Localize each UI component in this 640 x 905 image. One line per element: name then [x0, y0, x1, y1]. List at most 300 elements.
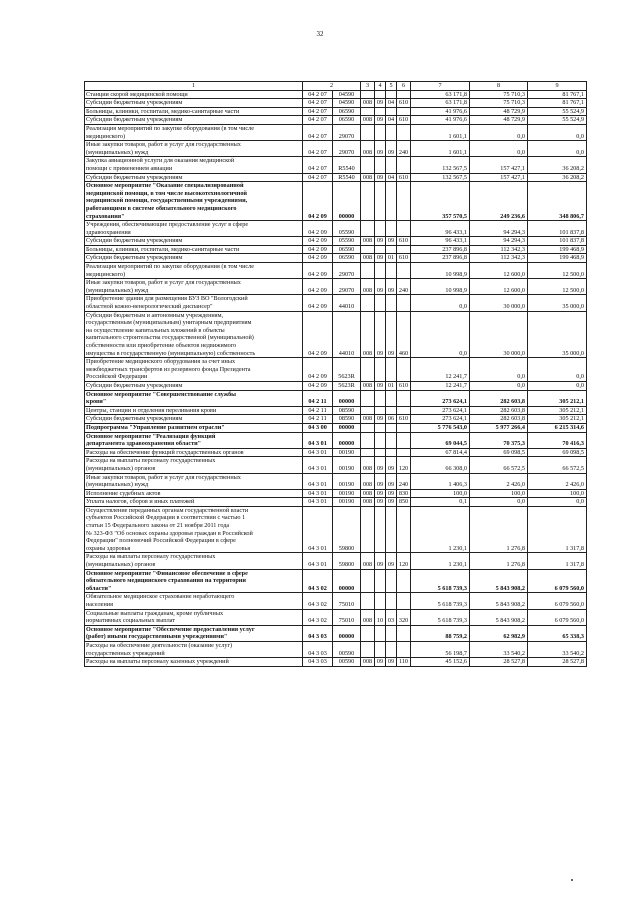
subsection-code-cell — [386, 406, 397, 415]
admin-code-cell — [361, 569, 375, 593]
header-row — [85, 82, 587, 91]
row-name-cell: Субсидии бюджетным учреждениям — [85, 381, 303, 390]
header-cell: 9 — [528, 82, 587, 91]
section-code-cell: 09 — [375, 311, 386, 358]
table-row — [85, 221, 587, 237]
expense-type-cell — [397, 423, 411, 432]
admin-code-cell: 008 — [361, 141, 375, 157]
amount-cell-year3: 66 572,5 — [528, 457, 587, 473]
subsection-code-cell — [386, 641, 397, 657]
budget-table — [84, 81, 587, 667]
admin-code-cell — [361, 90, 375, 99]
direction-code-cell: 08590 — [333, 415, 361, 424]
row-name-cell: Основное мероприятие "Совершенствование службы крови" — [85, 390, 303, 406]
amount-cell-year2: 66 572,5 — [470, 457, 528, 473]
subsection-code-cell: 01 — [386, 254, 397, 263]
amount-cell-year2: 0,0 — [470, 124, 528, 140]
program-code-cell: 04 2 07 — [303, 99, 333, 108]
header-cell: 8 — [470, 82, 528, 91]
section-code-cell — [375, 263, 386, 279]
subsection-code-cell — [386, 182, 397, 221]
amount-cell-year2: 62 982,9 — [470, 625, 528, 641]
row-name-cell: Больницы, клиники, госпитали, медико-санитарные части — [85, 245, 303, 254]
expense-type-cell: 610 — [397, 116, 411, 125]
section-code-cell — [375, 90, 386, 99]
amount-cell-year3: 0,0 — [528, 124, 587, 140]
program-code-cell: 04 2 11 — [303, 406, 333, 415]
amount-cell-year3: 55 524,9 — [528, 116, 587, 125]
row-name-cell: Субсидии бюджетным учреждениям — [85, 116, 303, 125]
admin-code-cell: 008 — [361, 173, 375, 182]
amount-cell-year3: 81 767,1 — [528, 90, 587, 99]
row-name-cell: Расходы на обеспечение деятельности (оказание услуг) государственных учреждений — [85, 641, 303, 657]
expense-type-cell: 240 — [397, 141, 411, 157]
program-code-cell: 04 3 01 — [303, 448, 333, 457]
amount-cell-year1: 5 618 739,3 — [411, 569, 470, 593]
table-row — [85, 489, 587, 498]
row-name-cell: Центры, станции и отделения переливания крови — [85, 406, 303, 415]
amount-cell-year1: 273 624,1 — [411, 415, 470, 424]
expense-type-cell — [397, 390, 411, 406]
expense-type-cell — [397, 263, 411, 279]
table-row — [85, 279, 587, 295]
program-code-cell: 04 3 03 — [303, 658, 333, 667]
direction-code-cell: 59800 — [333, 553, 361, 569]
admin-code-cell — [361, 245, 375, 254]
expense-type-cell: 120 — [397, 553, 411, 569]
amount-cell-year3: 101 837,8 — [528, 221, 587, 237]
direction-code-cell: 44010 — [333, 311, 361, 358]
amount-cell-year2: 12 600,0 — [470, 263, 528, 279]
table-row — [85, 141, 587, 157]
amount-cell-year3: 0,0 — [528, 141, 587, 157]
subsection-code-cell: 09 — [386, 473, 397, 489]
amount-cell-year1: 12 241,7 — [411, 358, 470, 382]
admin-code-cell — [361, 182, 375, 221]
subsection-code-cell — [386, 423, 397, 432]
amount-cell-year1: 12 241,7 — [411, 381, 470, 390]
section-code-cell — [375, 625, 386, 641]
amount-cell-year1: 56 198,7 — [411, 641, 470, 657]
table-body — [85, 90, 587, 666]
table-row — [85, 381, 587, 390]
expense-type-cell: 830 — [397, 489, 411, 498]
subsection-code-cell — [386, 625, 397, 641]
amount-cell-year2: 2 426,0 — [470, 473, 528, 489]
direction-code-cell: 00000 — [333, 625, 361, 641]
direction-code-cell: 04590 — [333, 90, 361, 99]
direction-code-cell: 29070 — [333, 263, 361, 279]
amount-cell-year1: 67 814,4 — [411, 448, 470, 457]
admin-code-cell — [361, 406, 375, 415]
amount-cell-year1: 88 759,2 — [411, 625, 470, 641]
amount-cell-year1: 132 567,5 — [411, 157, 470, 173]
section-code-cell — [375, 593, 386, 609]
direction-code-cell: 00000 — [333, 569, 361, 593]
section-code-cell: 09 — [375, 279, 386, 295]
section-code-cell — [375, 182, 386, 221]
expense-type-cell: 610 — [397, 173, 411, 182]
row-name-cell: Станции скорой медицинской помощи — [85, 90, 303, 99]
header-cell: 3 — [361, 82, 375, 91]
section-code-cell: 09 — [375, 415, 386, 424]
amount-cell-year2: 157 427,1 — [470, 173, 528, 182]
direction-code-cell: 06590 — [333, 107, 361, 116]
section-code-cell: 09 — [375, 237, 386, 246]
section-code-cell: 09 — [375, 254, 386, 263]
admin-code-cell: 008 — [361, 279, 375, 295]
direction-code-cell: 00000 — [333, 432, 361, 448]
amount-cell-year3: 35 000,0 — [528, 295, 587, 311]
program-code-cell: 04 2 11 — [303, 415, 333, 424]
table-row — [85, 641, 587, 657]
table-row — [85, 498, 587, 507]
admin-code-cell: 008 — [361, 237, 375, 246]
expense-type-cell — [397, 432, 411, 448]
admin-code-cell: 008 — [361, 415, 375, 424]
amount-cell-year2: 75 710,3 — [470, 99, 528, 108]
program-code-cell: 04 2 07 — [303, 173, 333, 182]
amount-cell-year2: 33 540,2 — [470, 641, 528, 657]
admin-code-cell — [361, 358, 375, 382]
amount-cell-year1: 41 976,6 — [411, 107, 470, 116]
subsection-code-cell: 09 — [386, 498, 397, 507]
direction-code-cell: 75010 — [333, 593, 361, 609]
row-name-cell: Осуществление переданных органам государственной власти субъектов Российской Федерации в соответствии с частью 1 статьи 15 Федерального закона от 21 ноября 2011 года № 323-ФЗ "Об основах охраны здоровья граждан в Российской Федерации" полномочий Российской Федерации в сфере охраны здоровья — [85, 506, 303, 553]
program-code-cell: 04 2 09 — [303, 311, 333, 358]
direction-code-cell: 08590 — [333, 406, 361, 415]
amount-cell-year2: 249 236,6 — [470, 182, 528, 221]
program-code-cell: 04 3 01 — [303, 506, 333, 553]
subsection-code-cell — [386, 263, 397, 279]
amount-cell-year2: 48 729,9 — [470, 116, 528, 125]
amount-cell-year3: 305 212,1 — [528, 415, 587, 424]
expense-type-cell: 610 — [397, 381, 411, 390]
subsection-code-cell: 09 — [386, 457, 397, 473]
subsection-code-cell — [386, 295, 397, 311]
admin-code-cell: 008 — [361, 489, 375, 498]
admin-code-cell — [361, 432, 375, 448]
amount-cell-year3: 6 079 560,0 — [528, 593, 587, 609]
row-name-cell: Обязательное медицинское страхование неработающего населения — [85, 593, 303, 609]
table-row — [85, 609, 587, 625]
subsection-code-cell: 06 — [386, 415, 397, 424]
program-code-cell: 04 2 07 — [303, 141, 333, 157]
amount-cell-year2: 0,0 — [470, 381, 528, 390]
subsection-code-cell: 04 — [386, 99, 397, 108]
admin-code-cell: 008 — [361, 609, 375, 625]
amount-cell-year3: 0,0 — [528, 381, 587, 390]
amount-cell-year2: 30 000,0 — [470, 311, 528, 358]
amount-cell-year2: 30 000,0 — [470, 295, 528, 311]
amount-cell-year1: 66 308,0 — [411, 457, 470, 473]
admin-code-cell — [361, 157, 375, 173]
amount-cell-year2: 5 843 908,2 — [470, 569, 528, 593]
direction-code-cell: 00590 — [333, 658, 361, 667]
amount-cell-year3: 1 317,8 — [528, 553, 587, 569]
amount-cell-year1: 10 998,9 — [411, 279, 470, 295]
amount-cell-year3: 36 208,2 — [528, 173, 587, 182]
table-row — [85, 569, 587, 593]
table-row — [85, 263, 587, 279]
amount-cell-year2: 1 276,8 — [470, 553, 528, 569]
row-name-cell: Учреждения, обеспечивающие предоставление услуг в сфере здравоохранения — [85, 221, 303, 237]
direction-code-cell: 29070 — [333, 279, 361, 295]
admin-code-cell — [361, 390, 375, 406]
amount-cell-year3: 70 416,3 — [528, 432, 587, 448]
subsection-code-cell — [386, 124, 397, 140]
amount-cell-year1: 96 433,1 — [411, 221, 470, 237]
amount-cell-year1: 273 624,1 — [411, 390, 470, 406]
program-code-cell: 04 2 07 — [303, 116, 333, 125]
section-code-cell: 09 — [375, 173, 386, 182]
program-code-cell: 04 2 09 — [303, 237, 333, 246]
amount-cell-year2: 5 843 908,2 — [470, 593, 528, 609]
row-name-cell: Основное мероприятие "Финансовое обеспечение в сфере обязательного медицинского страхования на территории области" — [85, 569, 303, 593]
direction-code-cell: 59800 — [333, 506, 361, 553]
section-code-cell — [375, 124, 386, 140]
table-row — [85, 157, 587, 173]
amount-cell-year1: 96 433,1 — [411, 237, 470, 246]
section-code-cell — [375, 641, 386, 657]
table-row — [85, 448, 587, 457]
admin-code-cell: 008 — [361, 457, 375, 473]
program-code-cell: 04 3 02 — [303, 569, 333, 593]
amount-cell-year1: 1 406,3 — [411, 473, 470, 489]
amount-cell-year2: 69 098,5 — [470, 448, 528, 457]
amount-cell-year2: 157 427,1 — [470, 157, 528, 173]
subsection-code-cell: 09 — [386, 658, 397, 667]
program-code-cell: 04 2 09 — [303, 263, 333, 279]
amount-cell-year2: 0,0 — [470, 358, 528, 382]
table-row — [85, 506, 587, 553]
row-name-cell: Закупка авиационной услуги для оказания медицинской помощи с применением авиации — [85, 157, 303, 173]
direction-code-cell: 05590 — [333, 237, 361, 246]
amount-cell-year3: 81 767,1 — [528, 99, 587, 108]
section-code-cell: 09 — [375, 381, 386, 390]
table-row — [85, 173, 587, 182]
direction-code-cell: 75010 — [333, 609, 361, 625]
expense-type-cell — [397, 625, 411, 641]
program-code-cell: 04 3 01 — [303, 432, 333, 448]
row-name-cell: Субсидии бюджетным учреждениям — [85, 415, 303, 424]
direction-code-cell: 04590 — [333, 99, 361, 108]
direction-code-cell: 06590 — [333, 245, 361, 254]
row-name-cell: Приобретение здания для размещения БУЗ ВО "Вологодский областной кожно-венерологический диспансер" — [85, 295, 303, 311]
subsection-code-cell: 04 — [386, 116, 397, 125]
admin-code-cell — [361, 423, 375, 432]
direction-code-cell: R5540 — [333, 173, 361, 182]
amount-cell-year1: 357 570,5 — [411, 182, 470, 221]
subsection-code-cell — [386, 157, 397, 173]
expense-type-cell: 240 — [397, 279, 411, 295]
amount-cell-year2: 282 603,8 — [470, 415, 528, 424]
admin-code-cell — [361, 221, 375, 237]
row-name-cell: Субсидии бюджетным учреждениям — [85, 99, 303, 108]
section-code-cell: 10 — [375, 609, 386, 625]
amount-cell-year2: 12 600,0 — [470, 279, 528, 295]
section-code-cell — [375, 569, 386, 593]
table-row — [85, 124, 587, 140]
amount-cell-year3: 6 215 314,6 — [528, 423, 587, 432]
subsection-code-cell: 04 — [386, 173, 397, 182]
section-code-cell — [375, 390, 386, 406]
subsection-code-cell — [386, 569, 397, 593]
table-row — [85, 116, 587, 125]
program-code-cell: 04 2 09 — [303, 221, 333, 237]
section-code-cell: 09 — [375, 489, 386, 498]
program-code-cell: 04 3 03 — [303, 641, 333, 657]
admin-code-cell: 008 — [361, 99, 375, 108]
direction-code-cell: 29070 — [333, 141, 361, 157]
expense-type-cell: 610 — [397, 99, 411, 108]
subsection-code-cell: 09 — [386, 279, 397, 295]
amount-cell-year3: 69 098,5 — [528, 448, 587, 457]
amount-cell-year2: 112 342,3 — [470, 245, 528, 254]
admin-code-cell — [361, 448, 375, 457]
admin-code-cell — [361, 593, 375, 609]
amount-cell-year3: 305 212,1 — [528, 406, 587, 415]
direction-code-cell: 00590 — [333, 641, 361, 657]
amount-cell-year1: 0,0 — [411, 295, 470, 311]
section-code-cell: 09 — [375, 553, 386, 569]
expense-type-cell: 610 — [397, 254, 411, 263]
expense-type-cell — [397, 182, 411, 221]
row-name-cell: Расходы на выплаты персоналу государственных (муниципальных) органов — [85, 457, 303, 473]
table-row — [85, 406, 587, 415]
subsection-code-cell: 03 — [386, 609, 397, 625]
amount-cell-year2: 282 603,8 — [470, 406, 528, 415]
subsection-code-cell: 01 — [386, 381, 397, 390]
expense-type-cell — [397, 406, 411, 415]
table-row — [85, 593, 587, 609]
direction-code-cell: 00000 — [333, 423, 361, 432]
header-cell: 5 — [386, 82, 397, 91]
admin-code-cell: 008 — [361, 553, 375, 569]
row-name-cell: Иные закупки товаров, работ и услуг для государственных (муниципальных) нужд — [85, 279, 303, 295]
subsection-code-cell — [386, 358, 397, 382]
table-row — [85, 432, 587, 448]
row-name-cell: Иные закупки товаров, работ и услуг для государственных (муниципальных) нужд — [85, 141, 303, 157]
admin-code-cell — [361, 107, 375, 116]
subsection-code-cell — [386, 390, 397, 406]
amount-cell-year2: 48 729,9 — [470, 107, 528, 116]
section-code-cell — [375, 423, 386, 432]
subsection-code-cell: 09 — [386, 489, 397, 498]
amount-cell-year1: 10 998,9 — [411, 263, 470, 279]
expense-type-cell — [397, 448, 411, 457]
section-code-cell: 09 — [375, 498, 386, 507]
amount-cell-year3: 33 540,2 — [528, 641, 587, 657]
row-name-cell: Основное мероприятие "Обеспечение предоставления услуг (работ) иными государственными учреждениями" — [85, 625, 303, 641]
amount-cell-year1: 132 567,5 — [411, 173, 470, 182]
page-number: 32 — [316, 30, 324, 38]
amount-cell-year2: 70 375,3 — [470, 432, 528, 448]
row-name-cell: Иные закупки товаров, работ и услуг для государственных (муниципальных) нужд — [85, 473, 303, 489]
admin-code-cell — [361, 641, 375, 657]
direction-code-cell: 06590 — [333, 254, 361, 263]
amount-cell-year3: 199 468,9 — [528, 245, 587, 254]
subsection-code-cell — [386, 432, 397, 448]
amount-cell-year3: 28 527,8 — [528, 658, 587, 667]
amount-cell-year1: 45 152,6 — [411, 658, 470, 667]
row-name-cell: Субсидии бюджетным учреждениям — [85, 173, 303, 182]
table-row — [85, 358, 587, 382]
expense-type-cell — [397, 124, 411, 140]
direction-code-cell: 00190 — [333, 498, 361, 507]
program-code-cell: 04 3 00 — [303, 423, 333, 432]
amount-cell-year1: 5 618 739,3 — [411, 609, 470, 625]
row-name-cell: Уплата налогов, сборов и иных платежей — [85, 498, 303, 507]
amount-cell-year3: 6 079 560,0 — [528, 609, 587, 625]
amount-cell-year1: 1 230,1 — [411, 553, 470, 569]
amount-cell-year1: 63 171,8 — [411, 99, 470, 108]
admin-code-cell — [361, 295, 375, 311]
amount-cell-year1: 63 171,8 — [411, 90, 470, 99]
section-code-cell — [375, 221, 386, 237]
row-name-cell: Основное мероприятие "Оказание специализированной медицинской помощи, в том числе высокотехнологичной медицинской помощи, государственными учреждениями, работающими в системе обязательного медицинского страхования" — [85, 182, 303, 221]
amount-cell-year1: 5 776 543,0 — [411, 423, 470, 432]
expense-type-cell — [397, 641, 411, 657]
admin-code-cell — [361, 263, 375, 279]
expense-type-cell: 110 — [397, 658, 411, 667]
table-row — [85, 311, 587, 358]
row-name-cell: Подпрограмма "Управление развитием отрасли" — [85, 423, 303, 432]
admin-code-cell — [361, 625, 375, 641]
subsection-code-cell — [386, 245, 397, 254]
program-code-cell: 04 2 09 — [303, 279, 333, 295]
program-code-cell: 04 2 07 — [303, 157, 333, 173]
amount-cell-year3: 12 500,0 — [528, 263, 587, 279]
amount-cell-year1: 69 044,5 — [411, 432, 470, 448]
table-row — [85, 625, 587, 641]
section-code-cell — [375, 432, 386, 448]
amount-cell-year2: 94 294,3 — [470, 221, 528, 237]
expense-type-cell: 320 — [397, 609, 411, 625]
expense-type-cell — [397, 90, 411, 99]
program-code-cell: 04 2 11 — [303, 390, 333, 406]
section-code-cell — [375, 448, 386, 457]
program-code-cell: 04 3 01 — [303, 457, 333, 473]
program-code-cell: 04 2 09 — [303, 182, 333, 221]
amount-cell-year1: 237 896,8 — [411, 245, 470, 254]
amount-cell-year2: 0,0 — [470, 498, 528, 507]
amount-cell-year3: 6 079 560,0 — [528, 569, 587, 593]
table-row — [85, 473, 587, 489]
program-code-cell: 04 3 03 — [303, 625, 333, 641]
amount-cell-year1: 100,0 — [411, 489, 470, 498]
admin-code-cell: 008 — [361, 498, 375, 507]
table-row — [85, 107, 587, 116]
direction-code-cell: 5623R — [333, 358, 361, 382]
amount-cell-year2: 5 843 908,2 — [470, 609, 528, 625]
row-name-cell: Реализация мероприятий по закупке оборудования (в том числе медицинского) — [85, 263, 303, 279]
header-cell: 6 — [397, 82, 411, 91]
expense-type-cell — [397, 295, 411, 311]
amount-cell-year3: 36 208,2 — [528, 157, 587, 173]
program-code-cell: 04 2 07 — [303, 90, 333, 99]
admin-code-cell: 008 — [361, 381, 375, 390]
program-code-cell: 04 3 02 — [303, 609, 333, 625]
amount-cell-year3: 1 317,8 — [528, 506, 587, 553]
amount-cell-year3: 305 212,1 — [528, 390, 587, 406]
table-row — [85, 254, 587, 263]
row-name-cell: Основное мероприятие "Реализация функций департамента здравоохранения области" — [85, 432, 303, 448]
section-code-cell: 09 — [375, 658, 386, 667]
amount-cell-year1: 0,0 — [411, 311, 470, 358]
amount-cell-year2: 0,0 — [470, 141, 528, 157]
direction-code-cell: 00190 — [333, 489, 361, 498]
